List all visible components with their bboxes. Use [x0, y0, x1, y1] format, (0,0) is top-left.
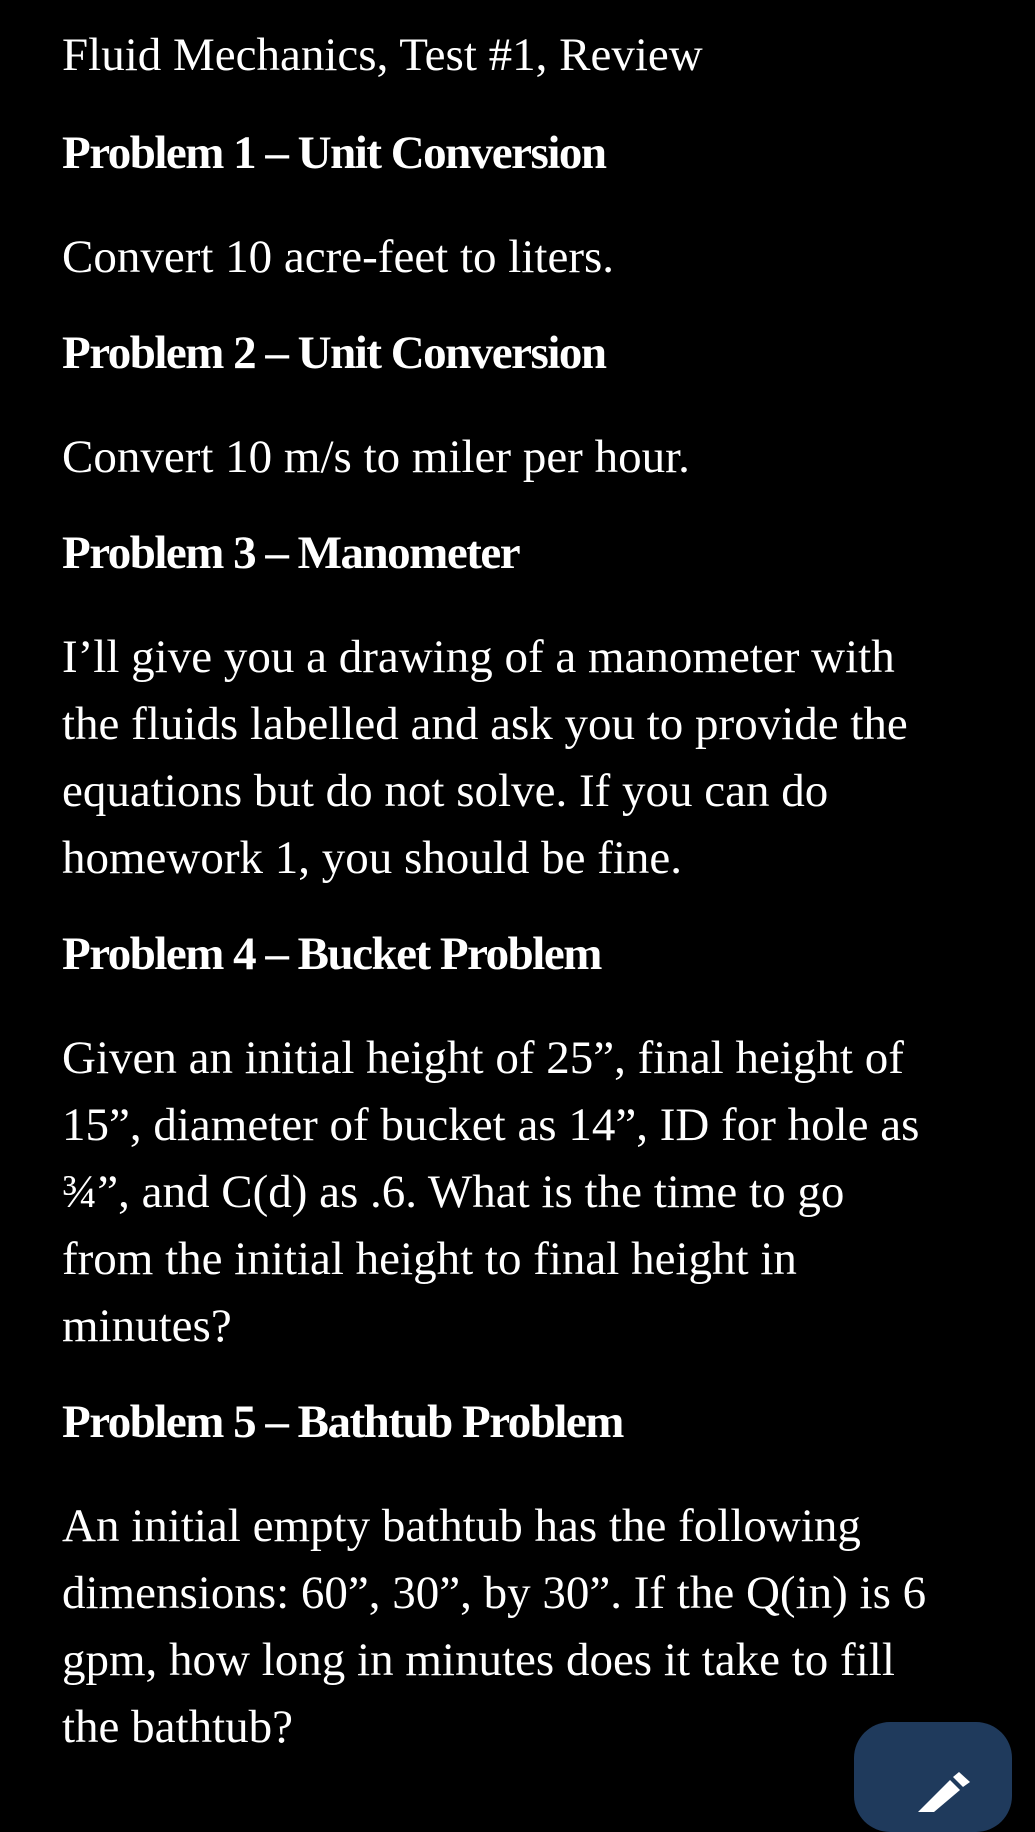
text-line: Convert 10 acre-feet to liters.	[62, 231, 615, 283]
problem-4	[62, 925, 1012, 1360]
edit-icon	[914, 1772, 974, 1812]
problem-1	[62, 124, 1012, 291]
text-line: from the initial height to final height in	[62, 1233, 797, 1285]
problem-5	[62, 1393, 1012, 1761]
edit-fab-button[interactable]	[854, 1722, 1012, 1832]
problem-3-heading: Problem 3 – Manometer	[62, 527, 520, 579]
text-line: homework 1, you should be fine.	[62, 832, 683, 884]
problem-5-text	[62, 1493, 1012, 1761]
text-line: the fluids labelled and ask you to provide the	[62, 698, 908, 750]
document-body	[62, 26, 1012, 1794]
text-line: equations but do not solve. If you can do	[62, 765, 829, 817]
problem-3	[62, 524, 1012, 892]
text-line: Convert 10 m/s to miler per hour.	[62, 431, 690, 483]
text-line: Given an initial height of 25”, final height of	[62, 1032, 904, 1084]
problem-2	[62, 324, 1012, 491]
problem-4-text	[62, 1025, 1012, 1360]
text-line: An initial empty bathtub has the following	[62, 1500, 861, 1552]
text-line: gpm, how long in minutes does it take to fill	[62, 1634, 895, 1686]
problem-1-text	[62, 224, 1012, 291]
text-line: the bathtub?	[62, 1701, 294, 1753]
problem-2-heading: Problem 2 – Unit Conversion	[62, 327, 606, 379]
text-line: minutes?	[62, 1300, 232, 1352]
text-line: ¾”, and C(d) as .6. What is the time to go	[62, 1166, 845, 1218]
text-line: 15”, diameter of bucket as 14”, ID for hole as	[62, 1099, 920, 1151]
document-title: Fluid Mechanics, Test #1, Review	[62, 29, 703, 81]
problem-3-text	[62, 624, 1012, 892]
problem-4-heading: Problem 4 – Bucket Problem	[62, 928, 601, 980]
problem-1-heading: Problem 1 – Unit Conversion	[62, 127, 606, 179]
text-line: I’ll give you a drawing of a manometer with	[62, 631, 895, 683]
text-line: dimensions: 60”, 30”, by 30”. If the Q(in) is 6	[62, 1567, 927, 1619]
problem-5-heading: Problem 5 – Bathtub Problem	[62, 1396, 623, 1448]
problem-2-text	[62, 424, 1012, 491]
